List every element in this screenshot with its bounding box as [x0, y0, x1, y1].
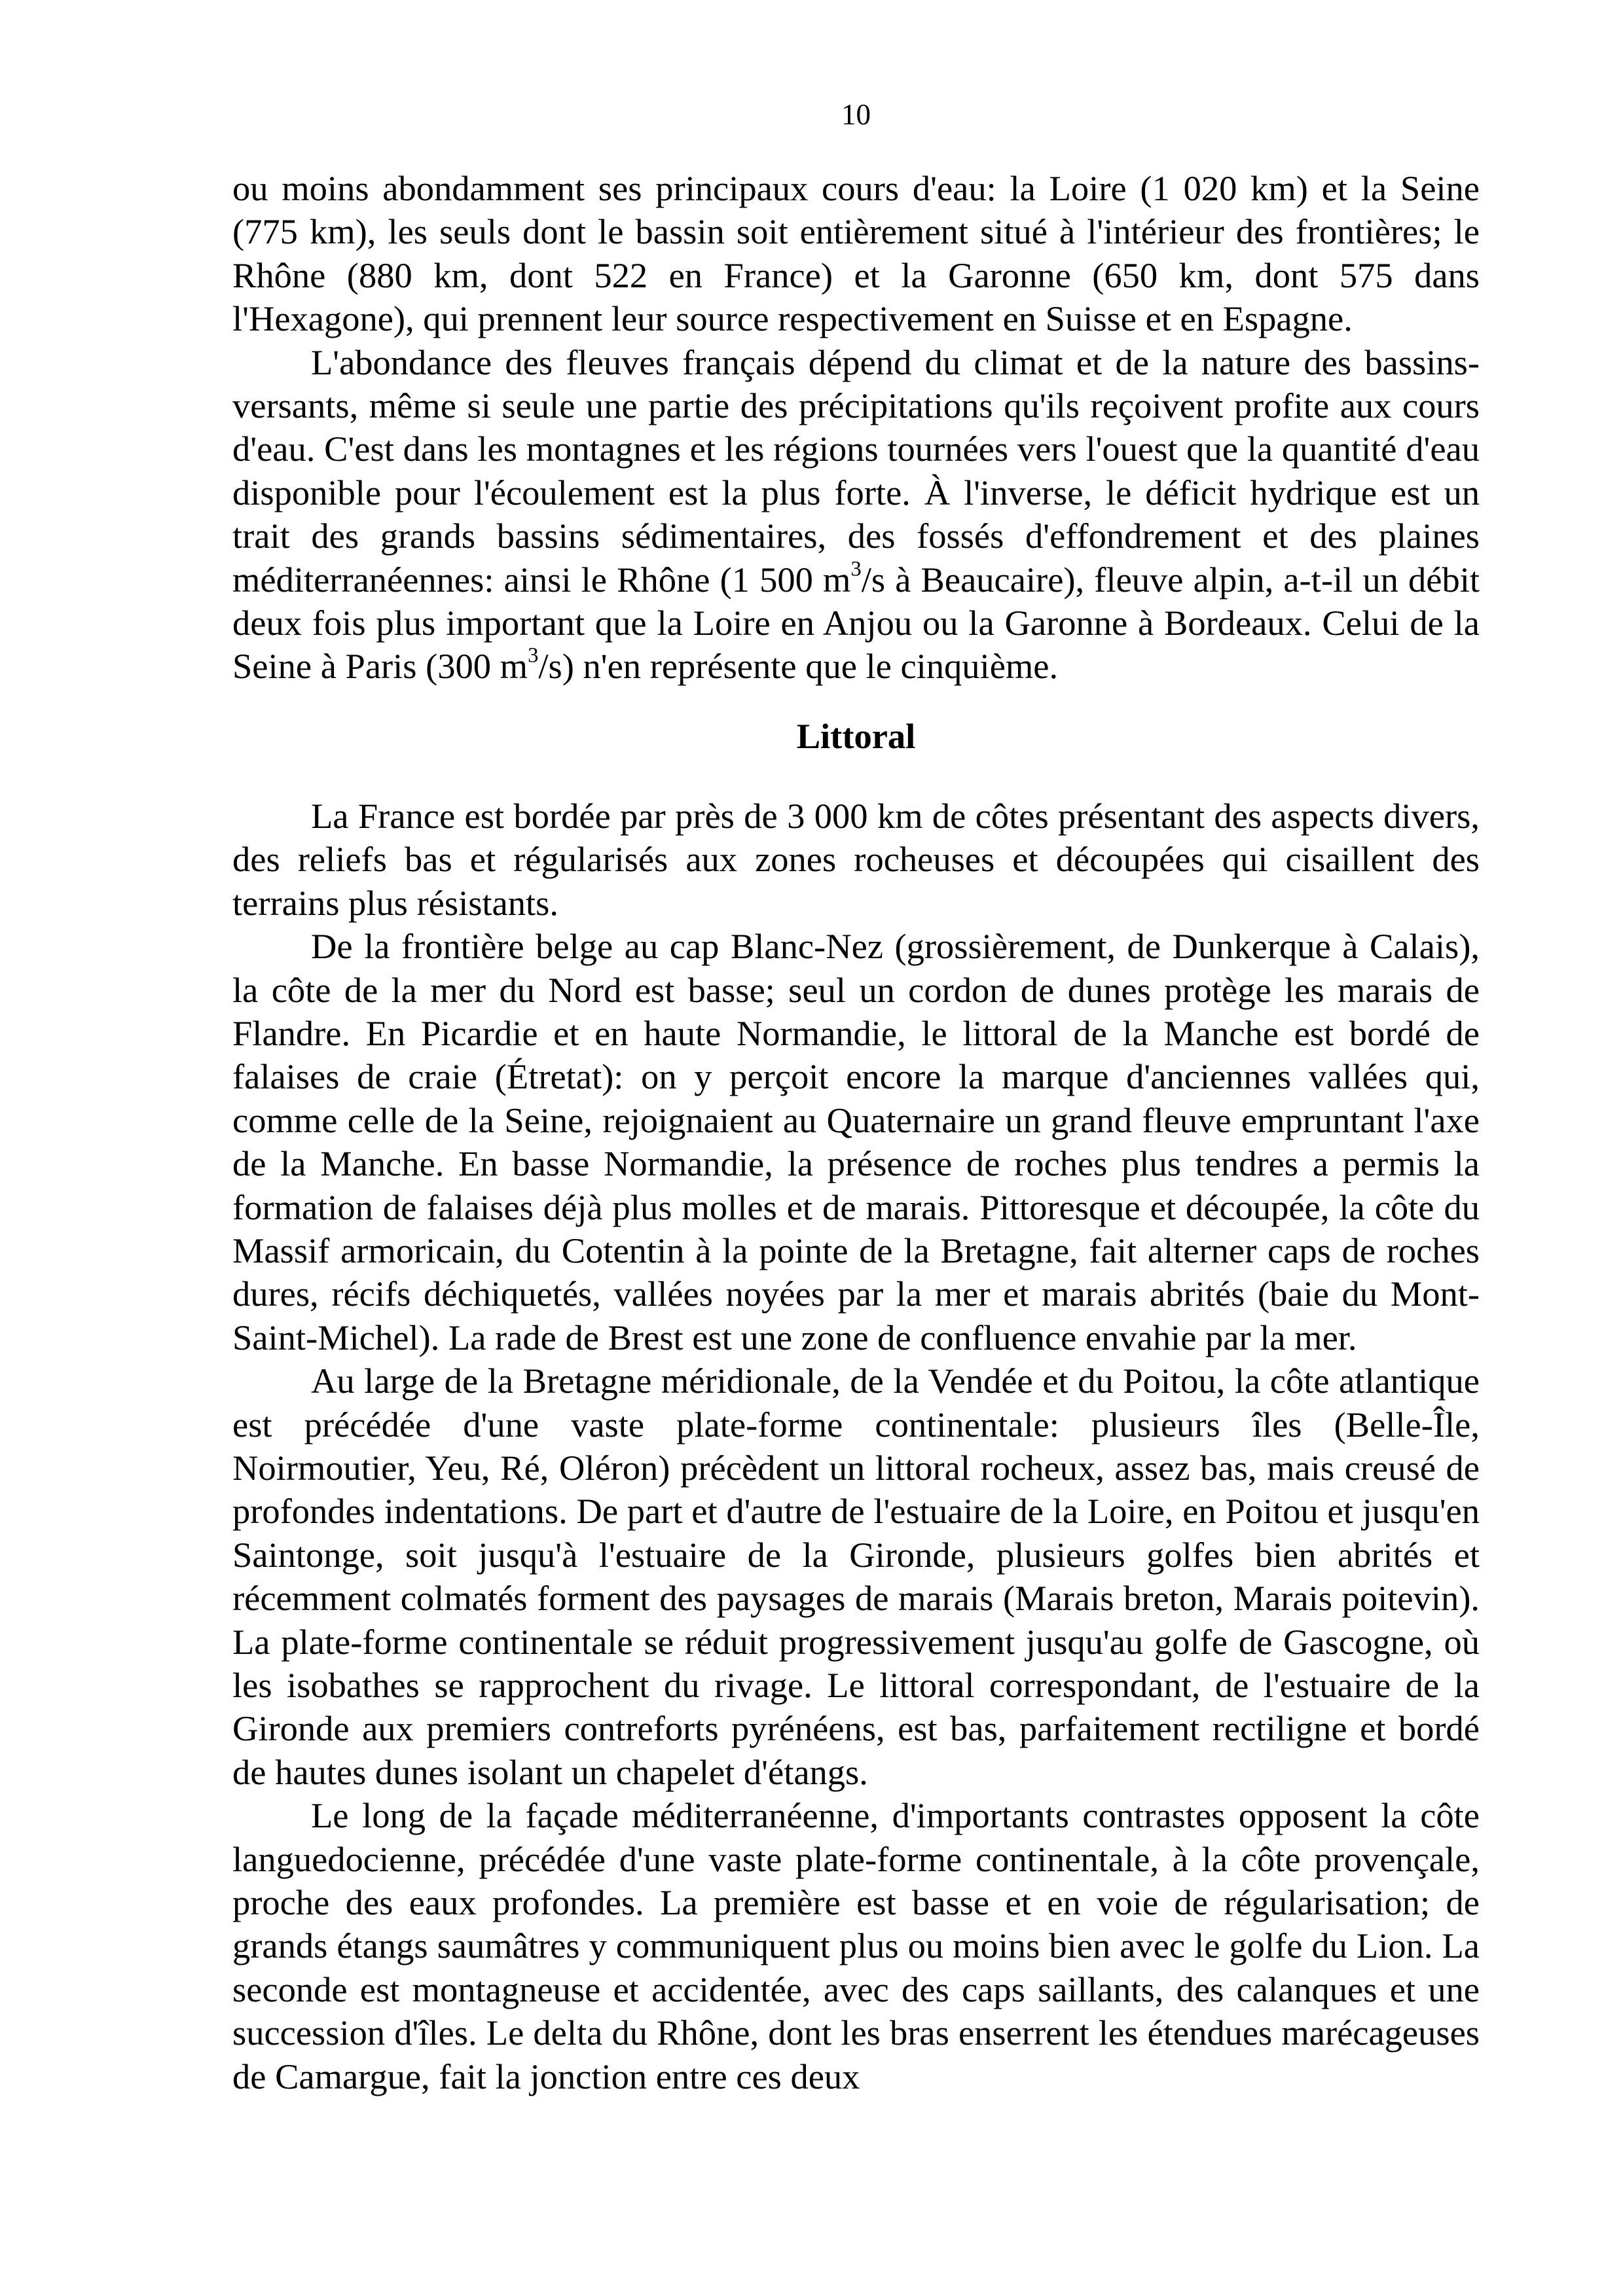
paragraph-atlantic-coast: Au large de la Bretagne méridionale, de la Vendée et du Poitou, la côte atlantique est précédée d'une vaste plate-forme continentale: plusieurs îles (Belle-Île, Noirmoutier, Yeu, Ré, Oléron) précèdent un littoral rocheux, assez bas, mais creusé de profondes indentations. De part et d'autre de l'estuaire de la Loire, en Poitou et jusqu'en Saintonge, soit jusqu'à l'estuaire de la Gironde, plusieurs golfes bien abrités et récemment colmatés forment des paysages de marais (Marais breton, Marais poitevin). La plate-forme continentale se réduit progressivement jusqu'au golfe de Gascogne, où les isobathes se rapprochent du rivage. Le littoral correspondant, de l'estuaire de la Gironde aux premiers contreforts pyrénéens, est bas, parfaitement rectiligne et bordé de hautes dunes isolant un chapelet d'étangs.: [232, 1361, 1480, 1792]
paragraph-text-segment: /s) n'en représente que le cinquième.: [538, 646, 1059, 687]
superscript-cubed: 3: [528, 643, 539, 668]
paragraph-river-abundance: [232, 341, 1480, 689]
section-title-littoral: Littoral: [796, 715, 916, 756]
document-page: [232, 95, 1480, 2098]
paragraph-text-segment: /s à Beaucaire), fleuve alpin, a-t-il un débit deux fois plus important que la Loire en Anjou ou la Garonne à Bordeaux. Celui de la Seine à Paris (300 m: [232, 559, 1480, 687]
paragraph-text-segment: L'abondance des fleuves français dépend du climat et de la nature des bassins-versants, même si seule une partie des précipitations qu'ils reçoivent profite aux cours d'eau. C'est dans les montagnes et les régions tournées vers l'ouest que la quantité d'eau disponible pour l'écoulement est la plus forte. À l'inverse, le déficit hydrique est un trait des grands bassins sédimentaires, des fossés d'effondrement et des plaines méditerranéennes: ainsi le Rhône (1 500 m: [232, 342, 1480, 600]
paragraph-coast-overview: La France est bordée par près de 3 000 km de côtes présentant des aspects divers, des reliefs bas et régularisés aux zones rocheuses et découpées qui cisaillent des terrains plus résistants.: [232, 795, 1480, 923]
superscript-cubed: 3: [850, 557, 862, 581]
paragraph-mediterranean-coast: Le long de la façade méditerranéenne, d'importants contrastes opposent la côte languedocienne, précédée d'une vaste plate-forme continentale, à la côte provençale, proche des eaux profondes. La première est basse et en voie de régularisation; de grands étangs saumâtres y communiquent plus ou moins bien avec le golfe du Lion. La seconde est montagneuse et accidentée, avec des caps saillants, des calanques et une succession d'îles. Le delta du Rhône, dont les bras enserrent les étendues marécageuses de Camargue, fait la jonction entre ces deux: [232, 1795, 1480, 2096]
paragraph-rivers-lengths: ou moins abondamment ses principaux cours d'eau: la Loire (1 020 km) et la Seine (775 km), les seuls dont le bassin soit entièrement situé à l'intérieur des frontières; le Rhône (880 km, dont 522 en France) et la Garonne (650 km, dont 575 dans l'Hexagone), qui prennent leur source respectivement en Suisse et en Espagne.: [232, 168, 1480, 339]
paragraph-north-coast: De la frontière belge au cap Blanc-Nez (grossièrement, de Dunkerque à Calais), la côte de la mer du Nord est basse; seul un cordon de dunes protège les marais de Flandre. En Picardie et en haute Normandie, le littoral de la Manche est bordé de falaises de craie (Étretat): on y perçoit encore la marque d'anciennes vallées qui, comme celle de la Seine, rejoignaient au Quaternaire un grand fleuve empruntant l'axe de la Manche. En basse Normandie, la présence de roches plus tendres a permis la formation de falaises déjà plus molles et de marais. Pittoresque et découpée, la côte du Massif armoricain, du Cotentin à la pointe de la Bretagne, fait alterner caps de roches dures, récifs déchiquetés, vallées noyées par la mer et marais abrités (baie du Mont-Saint-Michel). La rade de Brest est une zone de confluence envahie par la mer.: [232, 926, 1480, 1357]
page-number: 10: [841, 98, 871, 131]
